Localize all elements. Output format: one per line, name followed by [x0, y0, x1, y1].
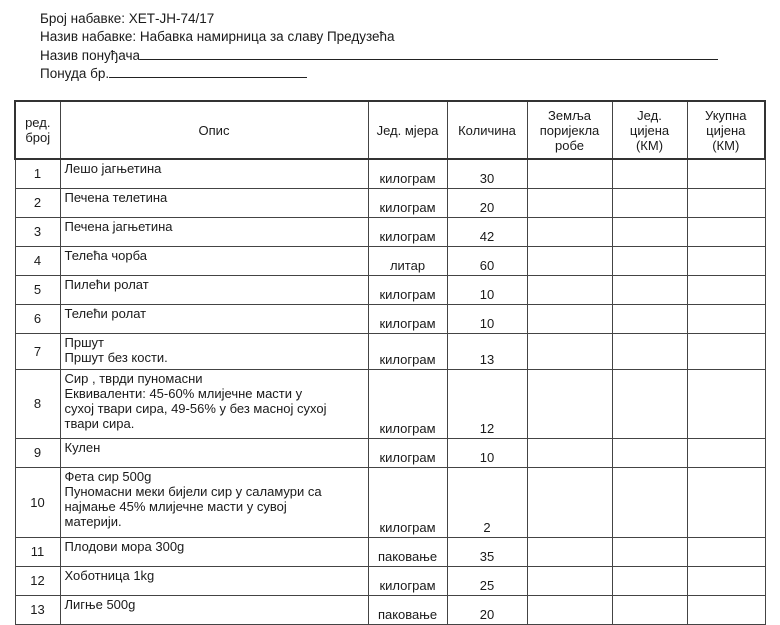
item-description-line: твари сира. [64, 415, 135, 431]
row-number: 1 [15, 159, 60, 188]
row-number: 4 [15, 246, 60, 275]
col-header-country-of-origin: Земља поријекла робе [527, 101, 612, 159]
item-description-line: Печена јагњетина [64, 218, 173, 234]
item-unit-price-cell[interactable] [612, 304, 687, 333]
row-number: 12 [15, 566, 60, 595]
tender-name: Назив набавке: Набавка намирница за славу Предузећа [40, 29, 395, 44]
item-quantity: 42 [447, 217, 527, 246]
item-total-price-cell[interactable] [687, 304, 765, 333]
item-description [60, 369, 368, 438]
table-row [15, 566, 765, 595]
table-row [15, 275, 765, 304]
item-description [60, 188, 368, 217]
document-header [40, 10, 718, 82]
col-header-row-number: ред. број [15, 101, 60, 159]
item-unit-price-cell[interactable] [612, 188, 687, 217]
item-description [60, 217, 368, 246]
item-quantity: 10 [447, 438, 527, 467]
item-description [60, 304, 368, 333]
item-country-of-origin-cell[interactable] [527, 159, 612, 188]
item-unit: килограм [368, 369, 447, 438]
item-total-price-cell[interactable] [687, 467, 765, 537]
item-country-of-origin-cell[interactable] [527, 537, 612, 566]
item-unit: килограм [368, 333, 447, 369]
item-description [60, 246, 368, 275]
table-row [15, 246, 765, 275]
row-number: 11 [15, 537, 60, 566]
item-quantity: 25 [447, 566, 527, 595]
item-country-of-origin-cell[interactable] [527, 595, 612, 624]
table-row [15, 537, 765, 566]
item-country-of-origin-cell[interactable] [527, 467, 612, 537]
table-row [15, 333, 765, 369]
row-number: 3 [15, 217, 60, 246]
item-description-line: Пилећи ролат [64, 276, 149, 292]
item-description-line: сухој твари сира, 49-56% у без масној сухој [64, 400, 327, 416]
item-unit-price-cell[interactable] [612, 369, 687, 438]
row-number: 9 [15, 438, 60, 467]
item-total-price-cell[interactable] [687, 188, 765, 217]
table-header-row [15, 101, 765, 159]
row-number: 8 [15, 369, 60, 438]
item-description-line: Телећа чорба [64, 247, 148, 263]
item-unit-price-cell[interactable] [612, 595, 687, 624]
table-row [15, 595, 765, 624]
item-description-line: материји. [64, 513, 122, 529]
row-number: 5 [15, 275, 60, 304]
item-description [60, 595, 368, 624]
table-row [15, 159, 765, 188]
item-total-price-cell[interactable] [687, 246, 765, 275]
table-row [15, 304, 765, 333]
item-unit-price-cell[interactable] [612, 246, 687, 275]
item-unit: килограм [368, 304, 447, 333]
item-total-price-cell[interactable] [687, 333, 765, 369]
items-table [14, 100, 766, 625]
col-header-unit: Јед. мјера [368, 101, 447, 159]
item-unit-price-cell[interactable] [612, 566, 687, 595]
item-country-of-origin-cell[interactable] [527, 438, 612, 467]
item-country-of-origin-cell[interactable] [527, 369, 612, 438]
col-header-unit-price: Јед. цијена (КМ) [612, 101, 687, 159]
item-description-line: Пуномасни меки бијели сир у саламури са [64, 483, 322, 499]
item-country-of-origin-cell[interactable] [527, 304, 612, 333]
item-unit-price-cell[interactable] [612, 159, 687, 188]
item-quantity: 35 [447, 537, 527, 566]
bidder-name-label: Назив понуђача [40, 48, 141, 63]
item-country-of-origin-cell[interactable] [527, 275, 612, 304]
row-number: 7 [15, 333, 60, 369]
item-description [60, 537, 368, 566]
item-quantity: 30 [447, 159, 527, 188]
item-unit: килограм [368, 275, 447, 304]
row-number: 10 [15, 467, 60, 537]
item-description-line: Хоботница 1kg [64, 567, 155, 583]
item-quantity: 20 [447, 188, 527, 217]
item-description-line: Пршут [64, 334, 104, 350]
item-description [60, 159, 368, 188]
item-description [60, 467, 368, 537]
item-unit: килограм [368, 438, 447, 467]
item-description-line: Кулен [64, 439, 101, 455]
table-row [15, 217, 765, 246]
item-description-line: Фета сир 500g [64, 468, 152, 484]
item-total-price-cell[interactable] [687, 275, 765, 304]
item-unit: килограм [368, 159, 447, 188]
item-description-line: најмање 45% млијечне масти у сувој [64, 498, 287, 514]
item-unit: килограм [368, 188, 447, 217]
col-header-total-price: Укупна цијена (КМ) [687, 101, 765, 159]
item-total-price-cell[interactable] [687, 217, 765, 246]
tender-number: Број набавке: ХЕТ-ЈН-74/17 [40, 11, 215, 26]
item-unit: литар [368, 246, 447, 275]
item-total-price-cell[interactable] [687, 369, 765, 438]
item-unit-price-cell[interactable] [612, 467, 687, 537]
item-unit: килограм [368, 467, 447, 537]
item-description-line: Еквиваленти: 45-60% млијечне масти у [64, 385, 303, 401]
item-description-line: Плодови мора 300g [64, 538, 185, 554]
item-description-line: Печена телетина [64, 189, 168, 205]
bidder-name-blank [140, 46, 718, 60]
item-unit-price-cell[interactable] [612, 217, 687, 246]
item-quantity: 2 [447, 467, 527, 537]
item-quantity: 10 [447, 304, 527, 333]
table-row [15, 438, 765, 467]
table-row [15, 467, 765, 537]
item-country-of-origin-cell[interactable] [527, 217, 612, 246]
row-number: 2 [15, 188, 60, 217]
item-description [60, 275, 368, 304]
item-country-of-origin-cell[interactable] [527, 333, 612, 369]
item-unit-price-cell[interactable] [612, 537, 687, 566]
item-unit: паковање [368, 537, 447, 566]
bidder-name-line [40, 46, 718, 64]
offer-number-blank [109, 64, 307, 78]
item-quantity: 12 [447, 369, 527, 438]
offer-number-line [40, 64, 718, 82]
item-quantity: 60 [447, 246, 527, 275]
item-description [60, 438, 368, 467]
item-total-price-cell[interactable] [687, 595, 765, 624]
row-number: 6 [15, 304, 60, 333]
item-unit: килограм [368, 217, 447, 246]
table-row [15, 188, 765, 217]
item-quantity: 10 [447, 275, 527, 304]
item-description-line: Лигње 500g [64, 596, 136, 612]
item-description-line: Телећи ролат [64, 305, 147, 321]
item-total-price-cell[interactable] [687, 159, 765, 188]
item-total-price-cell[interactable] [687, 537, 765, 566]
item-unit-price-cell[interactable] [612, 438, 687, 467]
item-quantity: 13 [447, 333, 527, 369]
item-unit: паковање [368, 595, 447, 624]
item-unit: килограм [368, 566, 447, 595]
col-header-description: Опис [60, 101, 368, 159]
item-unit-price-cell[interactable] [612, 333, 687, 369]
item-country-of-origin-cell[interactable] [527, 246, 612, 275]
item-total-price-cell[interactable] [687, 566, 765, 595]
item-description-line: Пршут без кости. [64, 349, 168, 365]
offer-number-label: Понуда бр. [40, 66, 110, 81]
item-country-of-origin-cell[interactable] [527, 188, 612, 217]
col-header-quantity: Количина [447, 101, 527, 159]
item-country-of-origin-cell[interactable] [527, 566, 612, 595]
item-unit-price-cell[interactable] [612, 275, 687, 304]
item-quantity: 20 [447, 595, 527, 624]
item-description-line: Сир , тврди пуномасни [64, 370, 203, 386]
item-description-line: Лешо јагњетина [64, 161, 162, 176]
item-description [60, 333, 368, 369]
item-description [60, 566, 368, 595]
item-total-price-cell[interactable] [687, 438, 765, 467]
row-number: 13 [15, 595, 60, 624]
table-row [15, 369, 765, 438]
